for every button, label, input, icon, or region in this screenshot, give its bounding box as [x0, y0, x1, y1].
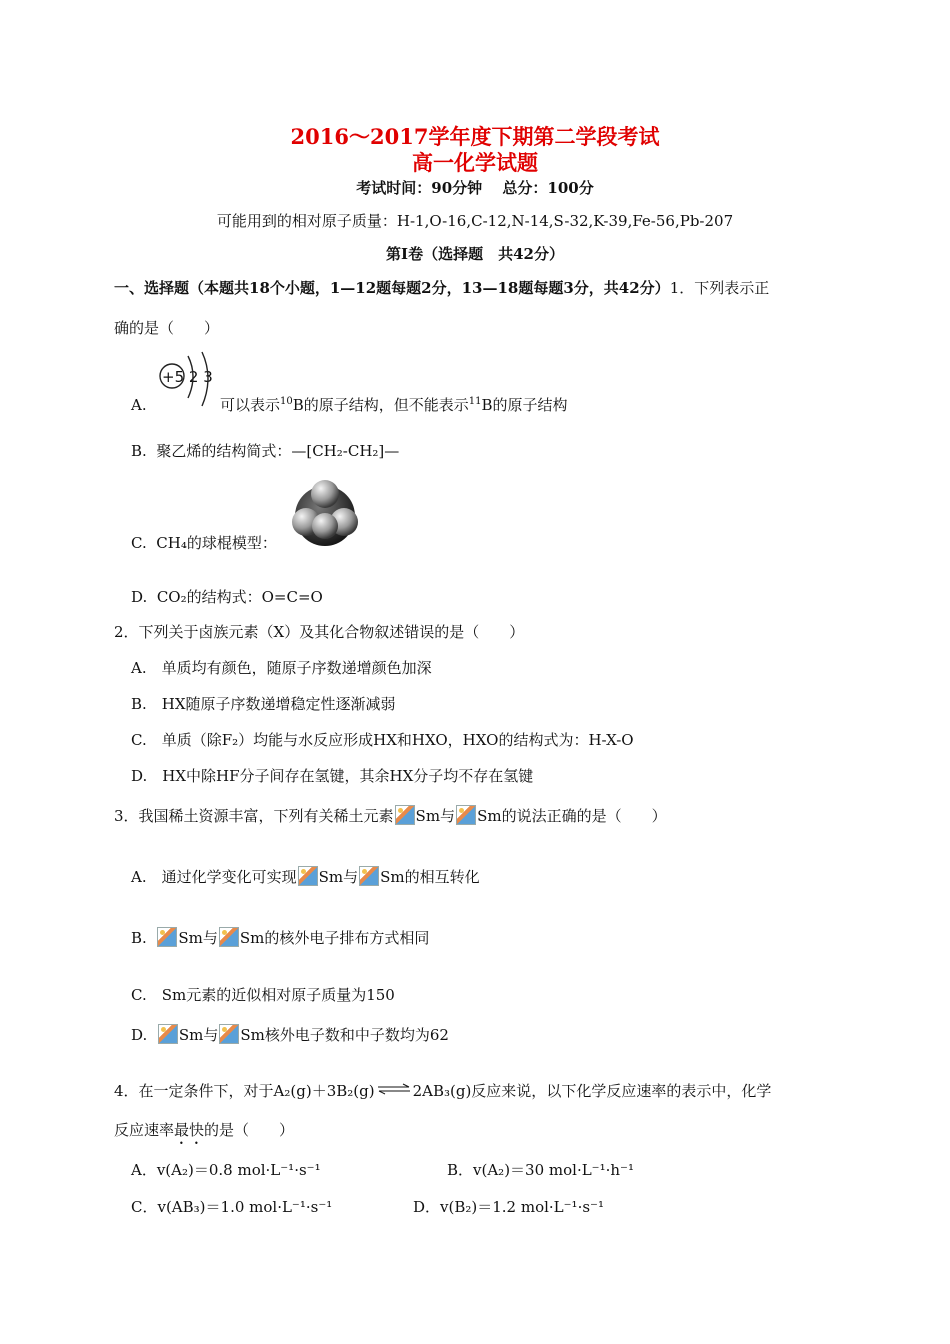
- isotope-image-icon: [219, 927, 239, 947]
- q1-option-a-text: 可以表示$^{10}$B的原子结构，但不能表示$^{11}$B的原子结构: [220, 396, 568, 414]
- isotope-image-icon: [456, 805, 476, 825]
- q1-option-d: D. CO₂的结构式：O=C=O: [131, 588, 323, 606]
- q3-stem: 3．我国稀土资源丰富，下列有关稀土元素 Sm与 Sm的说法正确的是（ ）: [114, 807, 667, 825]
- ch4-ball-model-image: [288, 476, 362, 548]
- q3-option-a: A. 通过化学变化可实现 Sm与 Sm的相互转化: [131, 868, 480, 886]
- q1-option-b: B. 聚乙烯的结构简式：—[CH₂-CH₂]—: [131, 442, 400, 460]
- q1-option-a-label: A.: [131, 396, 147, 414]
- q4-stem-line1: 4．在一定条件下，对于A₂(g)＋3B₂(g) 2AB₃(g)反应来说，以下化学反应速率的表示中，化学: [114, 1082, 772, 1100]
- isotope-image-icon: [219, 1024, 239, 1044]
- q3-option-d: D. Sm与 Sm核外电子数和中子数均为62: [131, 1026, 449, 1044]
- section-heading: [114, 278, 769, 298]
- q1-stem-part2: 确的是（ ）: [114, 319, 220, 337]
- q2-option-b: B. HX随原子序数递增稳定性逐渐减弱: [131, 695, 396, 713]
- q3-option-b: B. Sm与 Sm的核外电子排布方式相同: [131, 929, 430, 947]
- atom-diagram-label: +5 2 3: [162, 368, 213, 386]
- isotope-image-icon: [158, 1024, 178, 1044]
- volume-heading: 第Ⅰ卷（选择题 共42分）: [386, 245, 564, 263]
- exam-info: 考试时间：90分钟 总分：100分: [356, 179, 594, 197]
- q2-option-d: D. HX中除HF分子间存在氢键，其余HX分子均不存在氢键: [131, 767, 534, 785]
- q2-stem: 2．下列关于卤族元素（X）及其化合物叙述错误的是（ ）: [114, 623, 525, 641]
- q1-option-c: C. CH₄的球棍模型：: [131, 534, 277, 552]
- q4-option-a: A．v(A₂)＝0.8 mol·L⁻¹·s⁻¹: [131, 1161, 321, 1179]
- section-title: 一、选择题（本题共18个小题，1—12题每题2分，13—18题每题3分，共42分）: [114, 279, 670, 297]
- q2-option-a: A. 单质均有颜色，随原子序数递增颜色加深: [131, 659, 432, 677]
- q2-option-c: C. 单质（除F₂）均能与水反应形成HX和HXO，HXO的结构式为：H-X-O: [131, 731, 634, 749]
- q4-option-d: D．v(B₂)＝1.2 mol·L⁻¹·s⁻¹: [413, 1198, 604, 1216]
- emphasized-text: 最快: [174, 1121, 205, 1139]
- q4-option-b: B．v(A₂)＝30 mol·L⁻¹·h⁻¹: [447, 1161, 634, 1179]
- q4-stem-line2: 反应速率最快的是（ ）: [114, 1121, 295, 1139]
- equilibrium-arrow-icon: [377, 1083, 411, 1095]
- exam-title: 2016～2017学年度下期第二学段考试: [290, 124, 660, 149]
- q3-option-c: C. Sm元素的近似相对原子质量为150: [131, 986, 395, 1004]
- atom-structure-diagram: [158, 350, 218, 412]
- q4-option-c: C．v(AB₃)＝1.0 mol·L⁻¹·s⁻¹: [131, 1198, 333, 1216]
- isotope-image-icon: [298, 866, 318, 886]
- isotope-image-icon: [395, 805, 415, 825]
- q1-option-a: [131, 395, 147, 415]
- exam-subtitle: 高一化学试题: [412, 150, 538, 175]
- isotope-image-icon: [157, 927, 177, 947]
- isotope-image-icon: [359, 866, 379, 886]
- atomic-masses: 可能用到的相对原子质量：H-1,O-16,C-12,N-14,S-32,K-39,Fe-56,Pb-207: [216, 212, 734, 230]
- q1-stem-part1: 1．下列表示正: [669, 279, 770, 297]
